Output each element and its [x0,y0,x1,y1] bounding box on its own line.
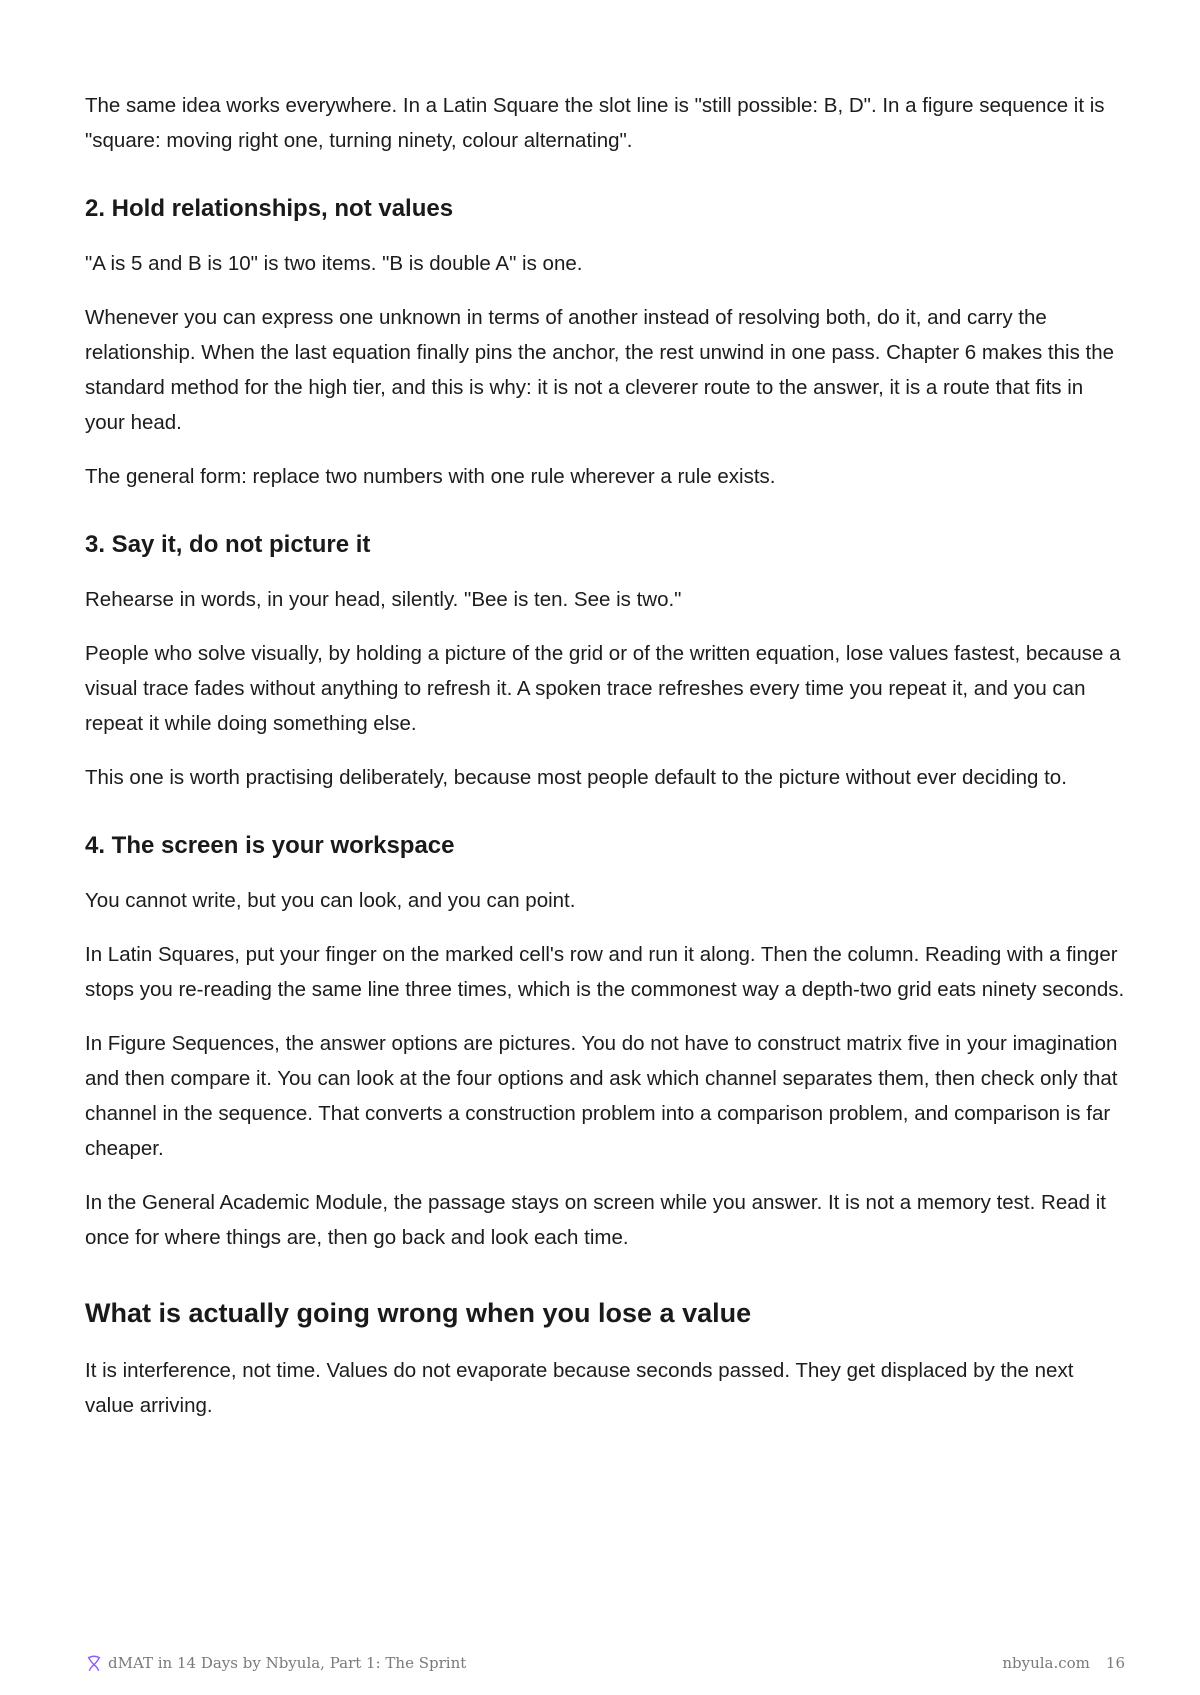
paragraph: It is interference, not time. Values do not evaporate because seconds passed. They get displaced by the next value arriving. [85,1359,1074,1417]
section-heading: 4. The screen is your workspace [85,832,455,859]
paragraph: "A is 5 and B is 10" is two items. "B is double A" is one. [85,252,583,275]
footer-left [85,1654,466,1672]
footer-right [1002,1654,1125,1672]
paragraph: You cannot write, but you can look, and you can point. [85,889,576,912]
chapter-section-heading: What is actually going wrong when you lose a value [85,1298,752,1328]
paragraph: In Latin Squares, put your finger on the marked cell's row and run it along. Then the column. Reading with a finger stops you re-reading the same line three times, which is the commonest way a depth-two grid eats ninety seconds. [85,943,1125,1001]
page-number: 16 [1105,1654,1125,1672]
paragraph: Rehearse in words, in your head, silently. "Bee is ten. See is two." [85,588,682,611]
footer-site: nbyula.com [1002,1654,1090,1672]
paragraph: The same idea works everywhere. In a Latin Square the slot line is "still possible: B, D". In a figure sequence it is "square: moving right one, turning ninety, colour alternating". [85,94,1105,152]
ribbon-logo-icon [85,1654,103,1672]
section-heading: 3. Say it, do not picture it [85,531,371,558]
page-footer [85,1651,1125,1675]
paragraph: In the General Academic Module, the passage stays on screen while you answer. It is not a memory test. Read it once for where things are, then go back and look each time. [85,1191,1106,1249]
paragraph: Whenever you can express one unknown in terms of another instead of resolving both, do it, and carry the relationship. When the last equation finally pins the anchor, the rest unwind in one pass. Chapter 6 makes this the standard method for the high tier, and this is why: it is not a cleverer route to the answer, it is a route that fits in your head. [85,306,1115,434]
page-content [85,88,1125,1442]
section-heading: 2. Hold relationships, not values [85,195,454,222]
paragraph: In Figure Sequences, the answer options are pictures. You do not have to construct matrix five in your imagination and then compare it. You can look at the four options and ask which channel separates them, then check only that channel in the sequence. That converts a construction problem into a comparison problem, and comparison is far cheaper. [85,1032,1118,1160]
paragraph: People who solve visually, by holding a picture of the grid or of the written equation, lose values fastest, because a visual trace fades without anything to refresh it. A spoken trace refreshes every time you repeat it, and you can repeat it while doing something else. [85,642,1121,735]
paragraph: This one is worth practising deliberately, because most people default to the picture without ever deciding to. [85,766,1067,789]
paragraph: The general form: replace two numbers with one rule wherever a rule exists. [85,465,776,488]
footer-book-title: dMAT in 14 Days by Nbyula, Part 1: The Sprint [108,1654,467,1672]
